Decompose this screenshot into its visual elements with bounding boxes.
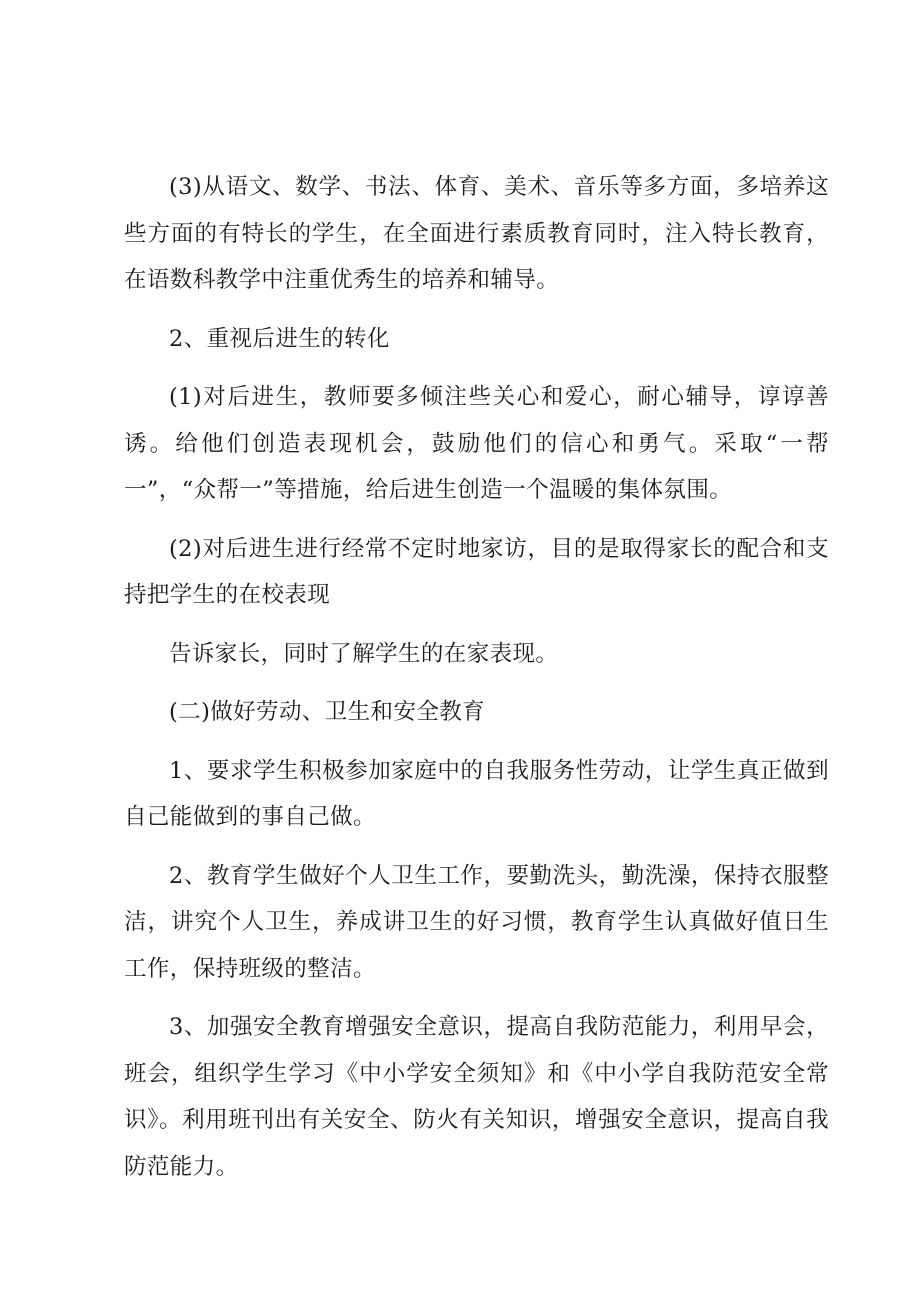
document-body	[124, 164, 829, 1202]
paragraph-home-visits: (2)对后进生进行经常不定时地家访，目的是取得家长的配合和支持把学生的在校表现	[124, 535, 829, 608]
paragraph-inform-parents: 告诉家长，同时了解学生的在家表现。	[169, 640, 559, 667]
heading-struggling-students: 2、重视后进生的转化	[169, 325, 390, 352]
paragraph-personal-hygiene: 2、教育学生做好个人卫生工作，要勤洗头，勤洗澡，保持衣服整洁，讲究个人卫生，养成讲卫生的好习惯，教育学生认真做好值日生工作，保持班级的整洁。	[124, 862, 829, 982]
paragraph-safety-education: 3、加强安全教育增强安全意识，提高自我防范能力，利用早会，班会，组织学生学习《中小学安全须知》和《中小学自我防范安全常识》。利用班刊出有关安全、防火有关知识，增强安全意识，提高自我防范能力。	[124, 1014, 829, 1180]
paragraph-self-service-labor: 1、要求学生积极参加家庭中的自我服务性劳动，让学生真正做到自己能做到的事自己做。	[124, 757, 829, 830]
paragraph-care-for-students: (1)对后进生，教师要多倾注些关心和爱心，耐心辅导，谆谆善诱。给他们创造表现机会，鼓励他们的信心和勇气。采取“一帮一”，“众帮一”等措施，给后进生创造一个温暖的集体氛围。	[124, 384, 829, 503]
heading-labor-hygiene-safety: (二)做好劳动、卫生和安全教育	[169, 699, 486, 725]
paragraph-specialty-students: (3)从语文、数学、书法、体育、美术、音乐等多方面，多培养这些方面的有特长的学生，在全面进行素质教育同时，注入特长教育，在语数科教学中注重优秀生的培养和辅导。	[124, 174, 829, 293]
